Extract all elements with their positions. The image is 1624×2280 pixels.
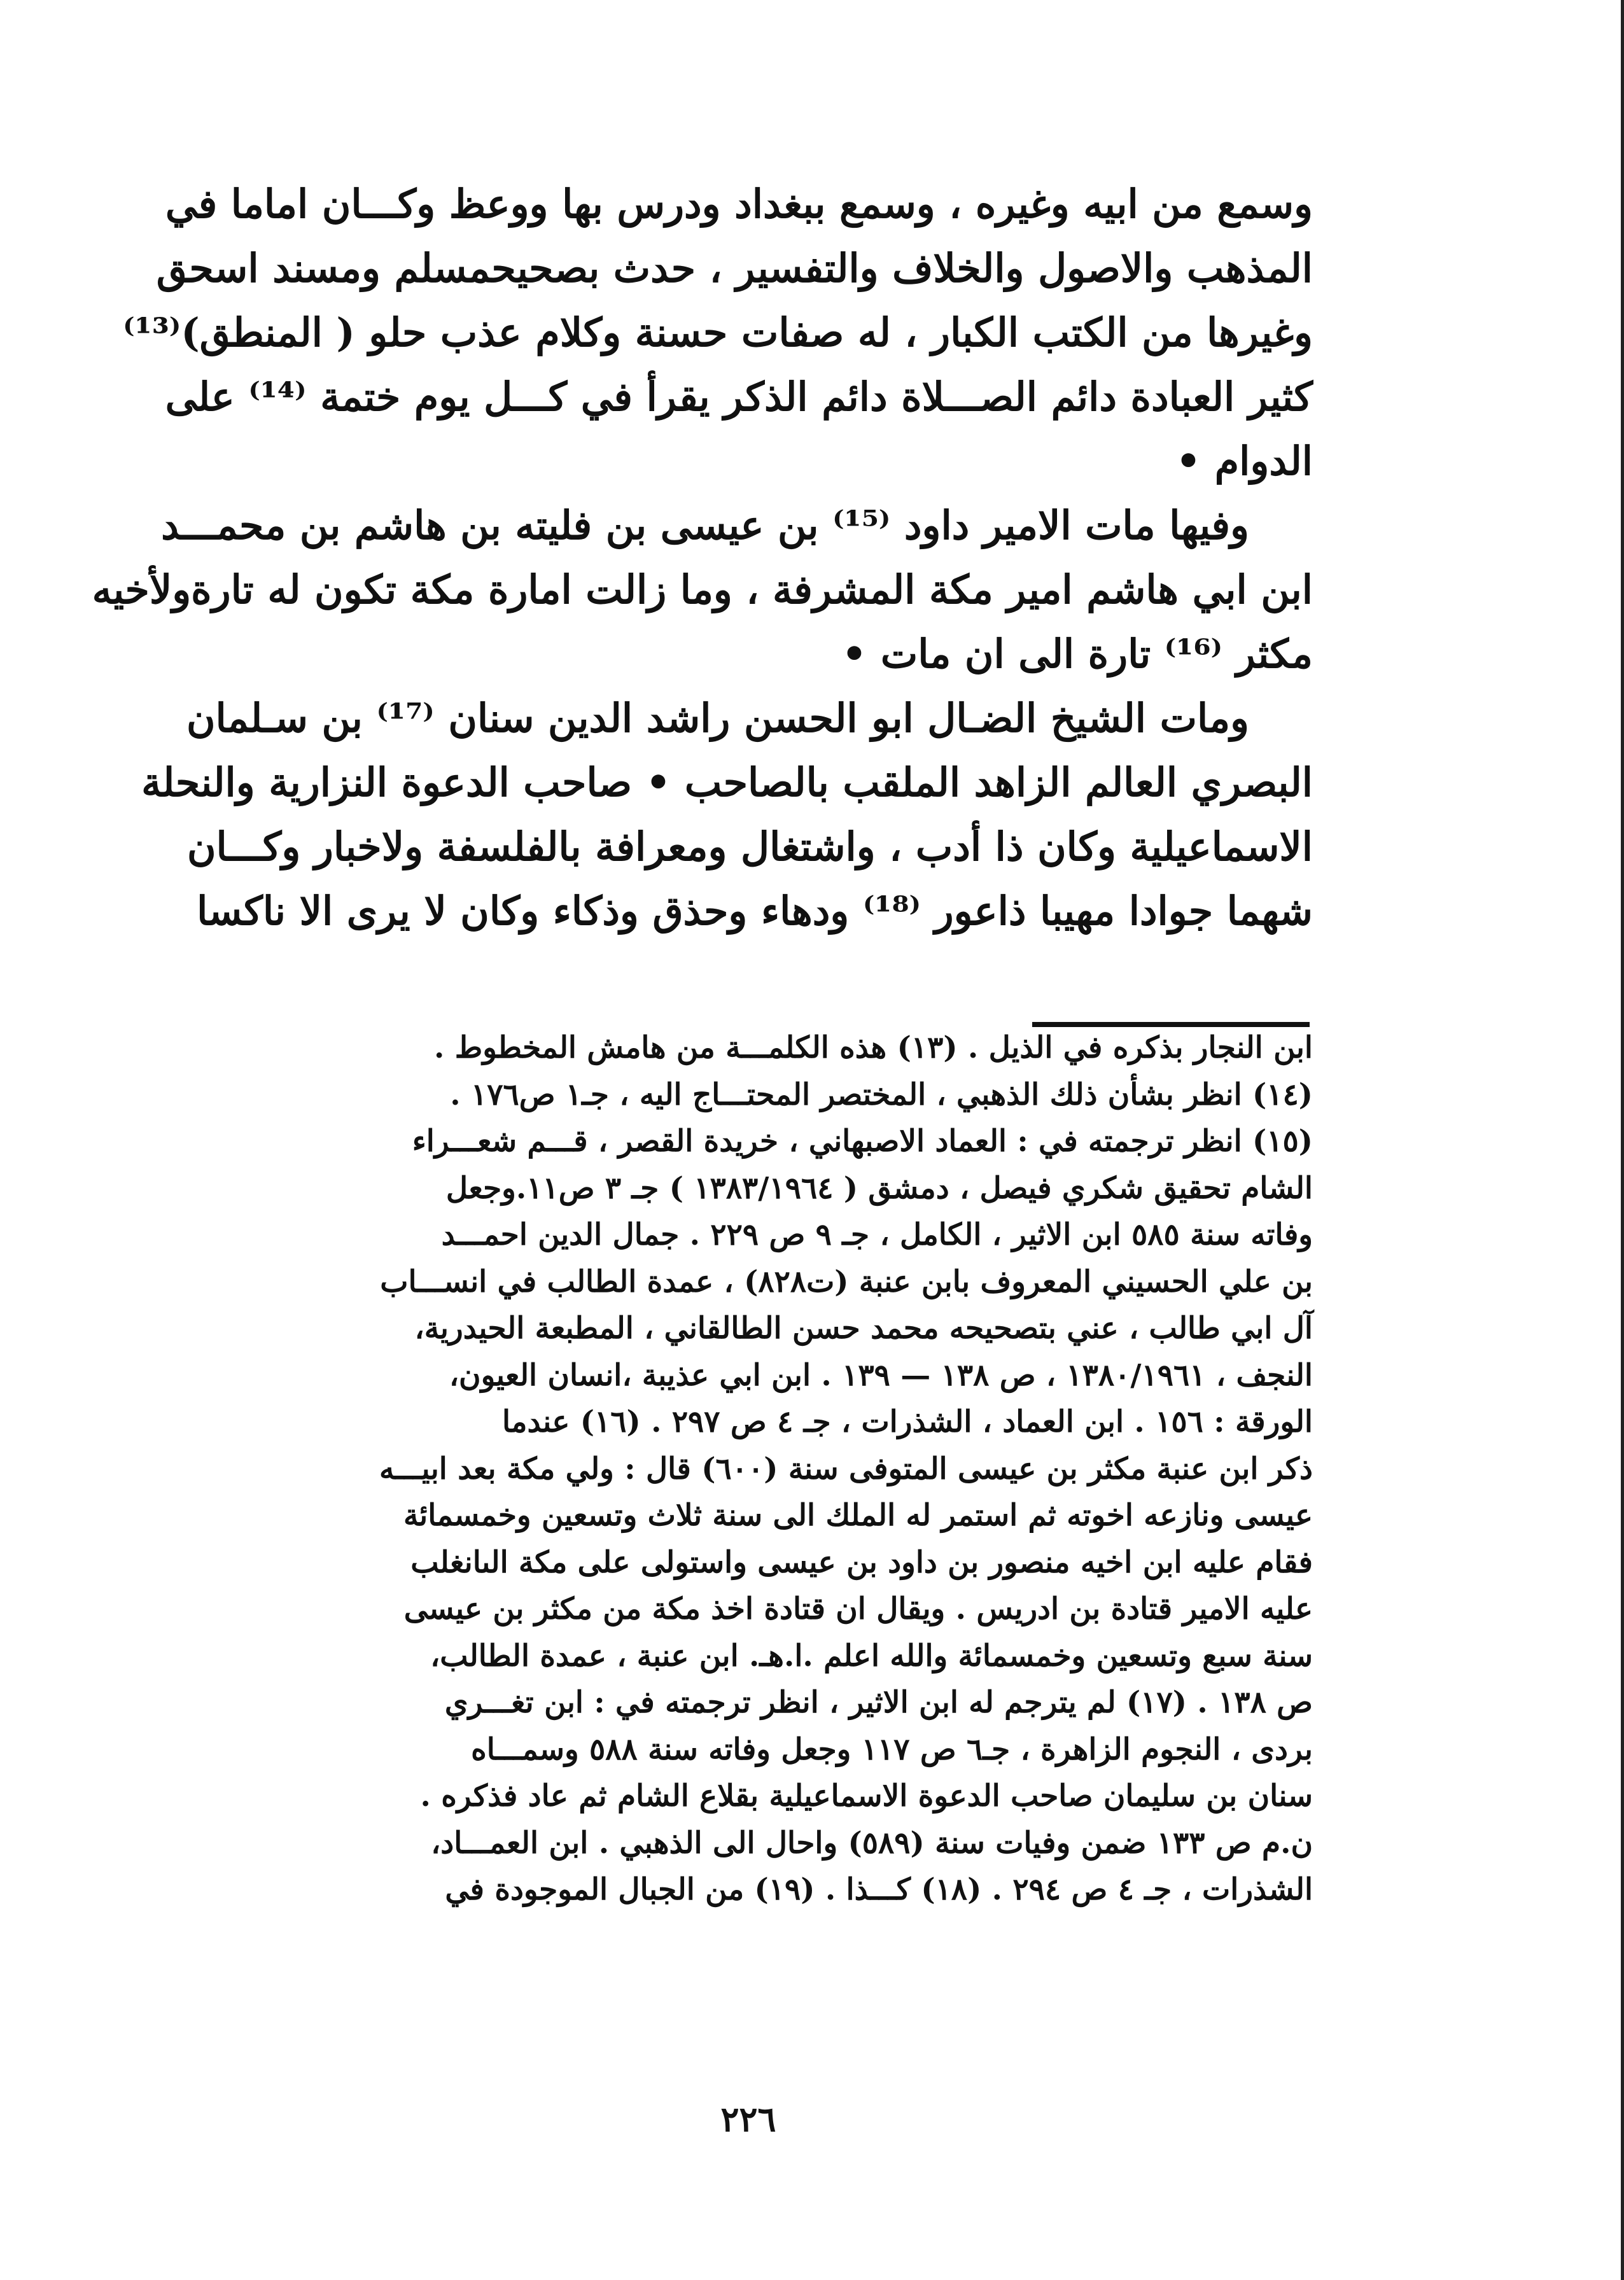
footnote-line: عيسى ونازعه اخوته ثم استمر له الملك الى سنة ثلاث وتسعين وخمسمائة (403, 1498, 1313, 1533)
footnote-line: (١٤) انظر بشأن ذلك الذهبي ، المختصر المحتـــاج اليه ، جـ١ ص١٧٦ . (450, 1077, 1313, 1112)
page-edge-border (1621, 0, 1624, 2280)
footnote-line: آل ابي طالب ، عني بتصحيحه محمد حسن الطالقاني ، المطبعة الحيدرية، (414, 1311, 1313, 1346)
main-text-line: وغيرها من الكتب الكبار ، له صفات حسنة وكلام عذب حلو ( المنطق)⁽¹³⁾ (123, 309, 1313, 356)
footnote-line: سنان بن سليمان صاحب الدعوة الاسماعيلية بقلاع الشام ثم عاد فذكره . (420, 1779, 1313, 1814)
main-text-line: ابن ابي هاشم امير مكة المشرفة ، وما زالت امارة مكة تكون له تارةولأخيه (92, 566, 1313, 613)
main-text-line: مكثر ⁽¹⁶⁾ تارة الى ان مات • (841, 631, 1313, 677)
main-text-line: شهما جوادا مهيبا ذاعور ⁽¹⁸⁾ ودهاء وحذق وذكاء وكان لا يرى الا ناكسا (197, 888, 1313, 934)
footnote-line: الورقة : ١٥٦ . ابن العماد ، الشذرات ، جـ ٤ ص ٢٩٧ . (١٦) عندما (501, 1404, 1313, 1439)
footnote-line: ابن النجار بذكره في الذيل . (١٣) هذه الكلمـــة من هامش المخطوط . (434, 1030, 1313, 1065)
footnote-line: (١٥) انظر ترجمته في : العماد الاصبهاني ، خريدة القصر ، قـــم شعـــراء (412, 1124, 1313, 1159)
main-text-line: الاسماعيلية وكان ذا أدب ، واشتغال ومعرافة بالفلسفة ولاخبار وكـــان (186, 823, 1313, 870)
footnote-line: ص ١٣٨ . (١٧) لم يترجم له ابن الاثير ، انظر ترجمته في : ابن تغـــري (444, 1685, 1313, 1720)
footnote-line: الشام تحقيق شكري فيصل ، دمشق ( ١٣٨٣/١٩٦٤ ) جـ ٣ ص١١.وجعل (445, 1170, 1313, 1206)
footnote-line: عليه الامير قتادة بن ادريس . ويقال ان قتادة اخذ مكة من مكثر بن عيسى (403, 1591, 1313, 1626)
main-text-line: وفيها مات الامير داود ⁽¹⁵⁾ بن عيسى بن فليته بن هاشم بن محمـــد (161, 502, 1249, 549)
main-text-line: الدوام • (1175, 438, 1313, 484)
main-text-line: البصري العالم الزاهد الملقب بالصاحب • صاحب الدعوة النزارية والنحلة (141, 759, 1313, 806)
footnote-line: فقام عليه ابن اخيه منصور بن داود بن عيسى واستولى على مكة الىانغلب (410, 1544, 1313, 1580)
footnote-line: بن علي الحسيني المعروف بابن عنبة (ت٨٢٨) ، عمدة الطالب في انســـاب (380, 1264, 1313, 1299)
main-text-line: ومات الشيخ الضـال ابو الحسن راشد الدين سنان ⁽¹⁷⁾ بن سـلمان (186, 695, 1249, 741)
footnote-line: النجف ، ١٣٨٠/١٩٦١ ، ص ١٣٨ — ١٣٩ . ابن ابي عذيبة ،انسان العيون، (449, 1357, 1313, 1393)
footnote-line: ذكر ابن عنبة مكثر بن عيسى المتوفى سنة (٦٠٠) قال : ولي مكة بعد ابيـــه (379, 1451, 1313, 1486)
footnote-line: وفاته سنة ٥٨٥ ابن الاثير ، الكامل ، جـ ٩ ص ٢٢٩ . جمال الدين احمـــد (441, 1217, 1313, 1252)
main-text-line: المذهب والاصول والخلاف والتفسير ، حدث بصحيحمسلم ومسند اسحق (156, 245, 1313, 291)
main-text-line: وسمع من ابيه وغيره ، وسمع ببغداد ودرس بها ووعظ وكـــان اماما في (165, 181, 1313, 227)
footnotes-block (155, 1025, 1313, 1913)
main-text-block (92, 172, 1313, 943)
footnote-line: سنة سبع وتسعين وخمسمائة والله اعلم .ا.هـ. ابن عنبة ، عمدة الطالب، (430, 1638, 1313, 1674)
footnote-line: بردى ، النجوم الزاهرة ، جـ٦ ص ١١٧ وجعل وفاته سنة ٥٨٨ وسمـــاه (471, 1731, 1313, 1767)
main-text-line: كثير العبادة دائم الصـــلاة دائم الذكر يقرأ في كـــل يوم ختمة ⁽¹⁴⁾ على (165, 374, 1313, 420)
footnote-line: الشذرات ، جـ ٤ ص ٢٩٤ . (١٨) كـــذا . (١٩) من الجبال الموجودة في (445, 1872, 1313, 1907)
footnote-line: ن.م ص ١٣٣ ضمن وفيات سنة (٥٨٩) واحال الى الذهبي . ابن العمـــاد، (431, 1825, 1313, 1861)
page-number: ٢٢٦ (720, 2099, 776, 2139)
